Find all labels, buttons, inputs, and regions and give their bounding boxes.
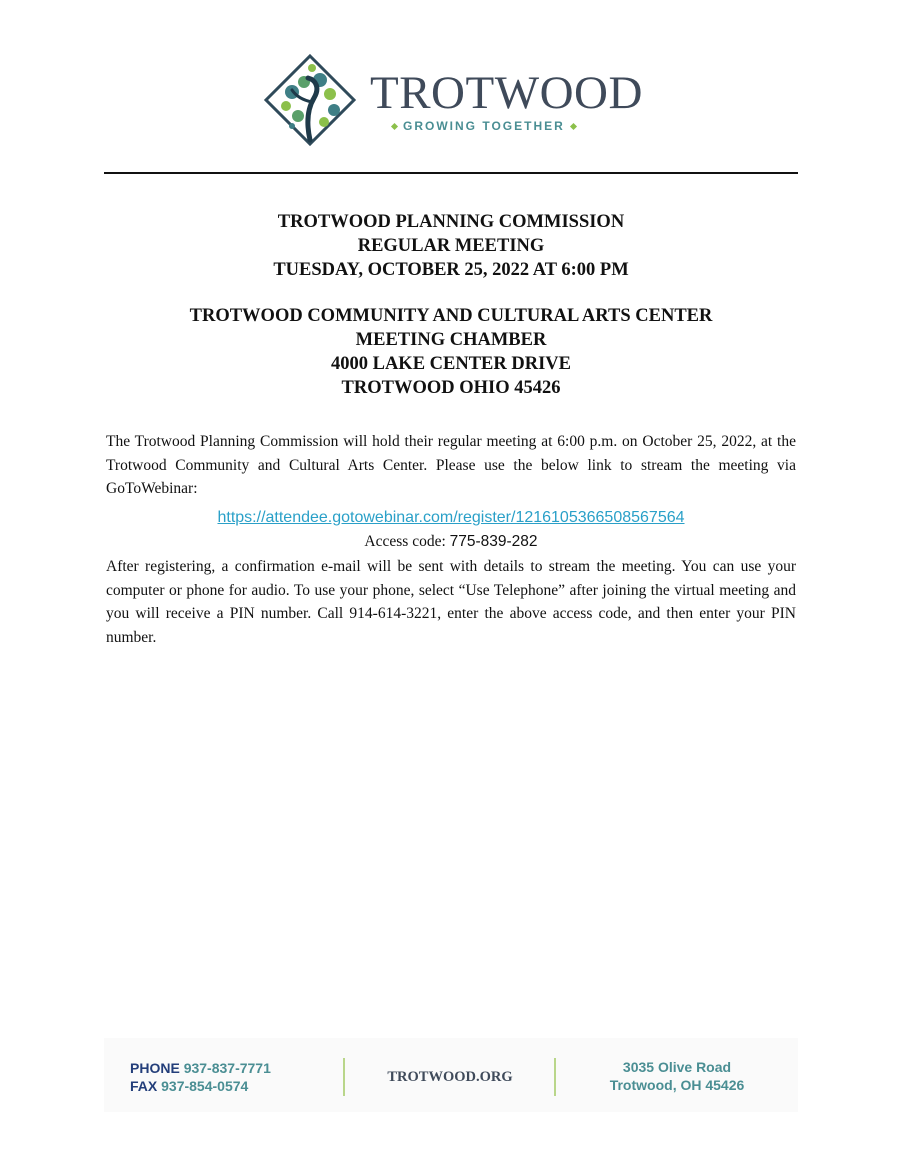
header-divider [104,172,798,174]
diamond-bullet-icon [391,122,398,129]
footer-contact [130,1059,271,1095]
instructions-paragraph: After registering, a confirmation e-mail will be sent with details to stream the meeting. You can use your computer or phone for audio. To use your phone, select “Use Telephone” after joining the virtual meeting and you will receive a PIN number. Call 914-614-3221, enter the above access code, and then enter your PIN number. [106,558,796,646]
location-line: 4000 LAKE CENTER DRIVE [330,354,572,374]
footer-phone [130,1059,271,1077]
intro-paragraph: The Trotwood Planning Commission will hold their regular meeting at 6:00 p.m. on October 25, 2022, at the Trotwood Community and Cultural Arts Center. Please use the below link to stream the meeting via GoToWebinar: [106,433,796,497]
tree-diamond-logo-icon [262,52,358,148]
footer-address [556,1058,798,1094]
access-code-value: 775-839-282 [449,533,538,550]
title-line: REGULAR MEETING [357,236,545,256]
tagline-text: GROWING TOGETHER [403,119,565,133]
fax-label: FAX [130,1078,158,1094]
title-line: TUESDAY, OCTOBER 25, 2022 AT 6:00 PM [273,260,629,280]
address-line: 3035 Olive Road [622,1059,732,1075]
location-line: TROTWOOD COMMUNITY AND CULTURAL ARTS CENTER [189,306,713,326]
meeting-title [104,210,798,282]
logo-wordmark: TROTWOOD [370,67,643,119]
diamond-bullet-icon [570,122,577,129]
title-line: TROTWOOD PLANNING COMMISSION [277,212,625,232]
meeting-location [104,304,798,400]
access-code-line [104,533,798,551]
footer-website[interactable]: TROTWOOD.ORG [387,1069,513,1085]
phone-label: PHONE [130,1060,180,1076]
phone-number: 937-837-7771 [183,1060,271,1076]
webinar-registration-link[interactable]: https://attendee.gotowebinar.com/register/1216105366508567564 [217,509,685,526]
access-code-label: Access code: [364,533,450,550]
logo-tagline [392,119,576,133]
fax-number: 937-854-0574 [161,1078,249,1094]
footer-fax [130,1077,271,1095]
address-line: Trotwood, OH 45426 [609,1077,745,1093]
trotwood-logo [262,50,642,150]
footer [104,1038,798,1112]
location-line: TROTWOOD OHIO 45426 [341,378,561,398]
location-line: MEETING CHAMBER [355,330,547,350]
